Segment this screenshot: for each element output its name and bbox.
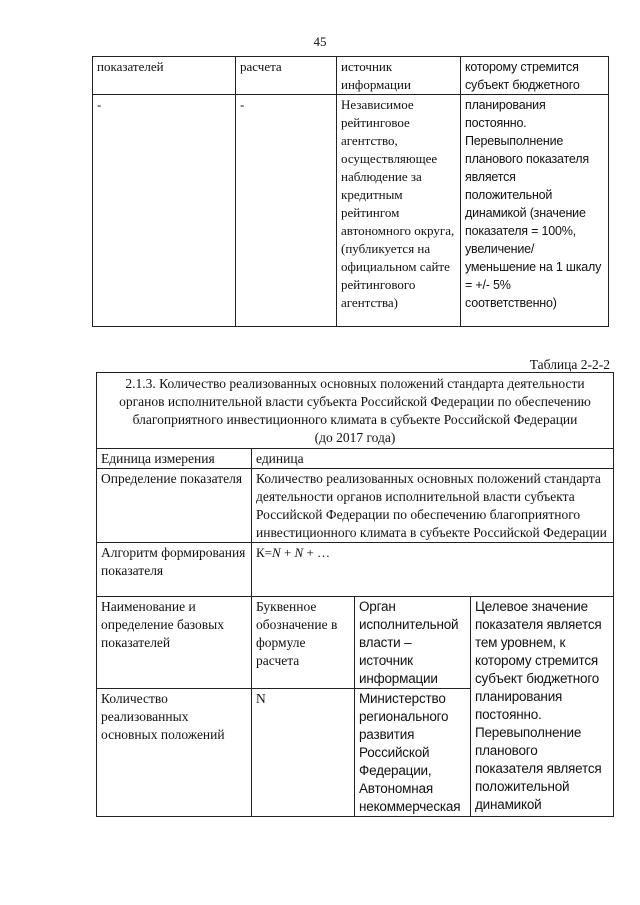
cell-source-agency: Независимое рейтинговое агентство, осуществляющее наблюдение за кредитным рейтингом автономного округа, (публикуется на официальном сайте рейтингового агентства): [337, 95, 461, 327]
unit-value: единица: [252, 449, 614, 469]
definition-row: [97, 469, 614, 543]
unit-row: [97, 449, 614, 469]
header-cell-calculation: расчета: [236, 57, 337, 95]
definition-label: Определение показателя: [97, 469, 252, 543]
header-cell-indicators: показателей: [93, 57, 236, 95]
table-row: [93, 95, 609, 327]
cell-dash: -: [93, 95, 236, 327]
header-cell-source: источник информации: [337, 57, 461, 95]
base-indicators-header-row: [97, 597, 614, 689]
indicator-period: (до 2017 года): [314, 430, 396, 445]
base-header-letter: Буквенное обозначение в формуле расчета: [252, 597, 355, 689]
page-number: 45: [313, 34, 327, 49]
formula-tail: + …: [303, 545, 331, 560]
algorithm-formula: [252, 543, 614, 597]
indicator-title-row: [97, 373, 614, 449]
indicator-title: 2.1.3. Количество реализованных основных положений стандарта деятельности органов исполнительной власти субъекта Российской Федерации по обеспечению благоприятного инвестиционного климата в субъекте Российской Федерации: [119, 376, 591, 427]
base-row-letter: N: [252, 689, 355, 817]
base-row-source: Министерство регионального развития Российской Федерации, Автономная некоммерческая: [355, 689, 471, 817]
base-header-name: Наименование и определение базовых показателей: [97, 597, 252, 689]
formula-variable: N: [294, 545, 304, 560]
formula-operator: +: [280, 545, 295, 560]
definition-value: Количество реализованных основных положений стандарта деятельности органов исполнительной власти субъекта Российской Федерации по обеспечению благоприятного инвестиционного климата в субъекте Российской Федерации: [252, 469, 614, 543]
base-header-source: Орган исполнительной власти – источник информации: [355, 597, 471, 689]
table-caption: Таблица 2-2-2: [529, 357, 610, 372]
formula-prefix: К=: [256, 545, 273, 560]
base-header-target: Целевое значение показателя является тем уровнем, к которому стремится субъект бюджетного планирования постоянно. Перевыполнение планового показателя является положительной динамикой: [471, 597, 614, 817]
continued-indicator-table: [92, 56, 609, 327]
algorithm-row: [97, 543, 614, 597]
cell-dash: -: [236, 95, 337, 327]
indicator-title-cell: [97, 373, 614, 449]
cell-target-description: планирования постоянно. Перевыполнение планового показателя является положительной динамикой (значение показателя = 100%, увеличение/уменьшение на 1 шкалу = +/- 5% соответственно): [461, 95, 609, 327]
header-cell-target: которому стремится субъект бюджетного: [461, 57, 609, 95]
algorithm-label: Алгоритм формирования показателя: [97, 543, 252, 597]
base-row-name: Количество реализованных основных положений: [97, 689, 252, 817]
unit-label: Единица измерения: [97, 449, 252, 469]
formula-variable: N: [272, 545, 281, 560]
indicator-passport-table: [96, 372, 614, 817]
table-header-row: [93, 57, 609, 95]
